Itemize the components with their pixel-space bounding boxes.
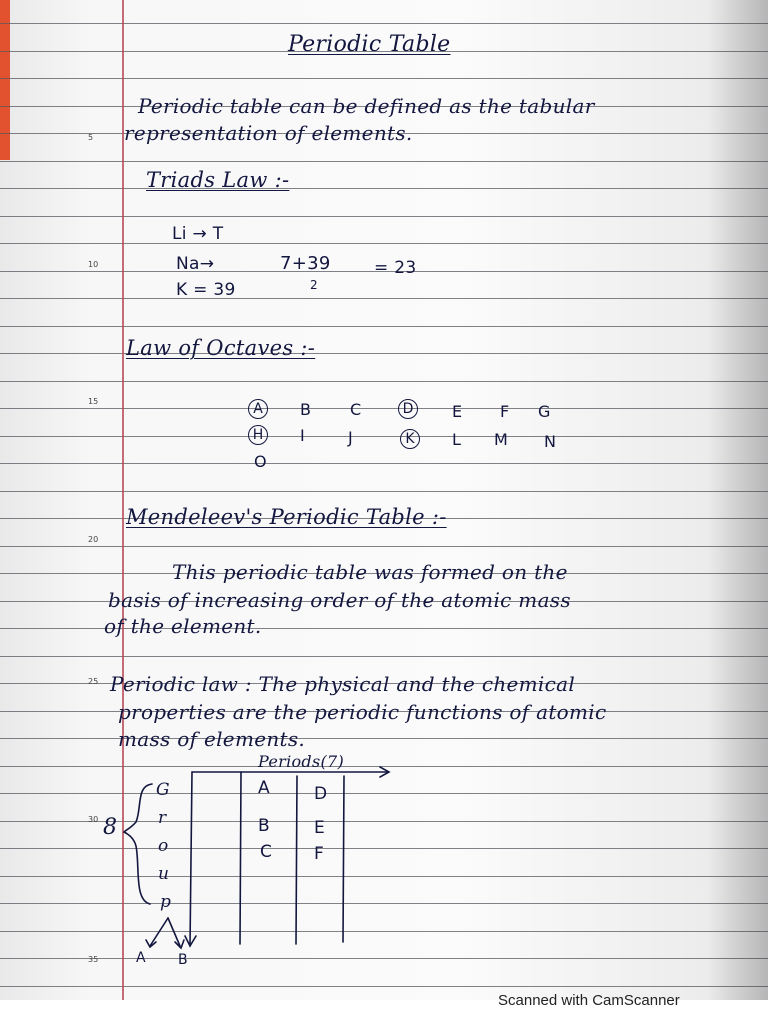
triads-fraction-numerator: 7+39 — [280, 253, 331, 274]
arrow-label-left: A — [136, 950, 146, 966]
line-number: 20 — [88, 535, 99, 544]
octave-note: E — [452, 402, 463, 421]
definition-line-1: Periodic table can be defined as the tabular — [138, 94, 595, 118]
line-number: 30 — [88, 815, 99, 824]
group-letter: p — [160, 892, 172, 912]
group-count: 8 — [103, 815, 118, 840]
periodic-law-line-3: mass of elements. — [118, 727, 306, 751]
table-cell: B — [258, 816, 270, 836]
octave-note-circled: D — [398, 398, 418, 419]
mendeleev-line-1: This periodic table was formed on the — [172, 560, 568, 584]
octave-note: L — [452, 430, 461, 449]
periodic-law-line-1: Periodic law : The physical and the chemical — [110, 672, 576, 696]
octave-note: F — [500, 402, 510, 421]
octave-note: O — [254, 452, 267, 471]
octave-note: G — [538, 402, 551, 421]
triads-fraction-denominator: 2 — [310, 278, 318, 292]
group-letter: u — [158, 864, 170, 884]
octave-note: M — [494, 430, 508, 449]
mendeleev-line-3: of the element. — [104, 614, 262, 638]
periods-label: Periods(7) — [258, 752, 345, 771]
table-cell: C — [260, 842, 273, 862]
octave-note: C — [350, 400, 362, 419]
mendeleev-heading: Mendeleev's Periodic Table :- — [126, 505, 447, 529]
periodic-law-line-2: properties are the periodic functions of atomic — [118, 700, 607, 724]
line-number: 15 — [88, 397, 99, 406]
scanner-watermark: Scanned with CamScanner — [498, 992, 680, 1009]
line-number: 5 — [88, 133, 94, 142]
octave-note-circled: H — [248, 424, 268, 445]
mendeleev-line-2: basis of increasing order of the atomic mass — [108, 588, 571, 612]
octave-note: J — [348, 428, 353, 447]
triads-heading: Triads Law :- — [146, 168, 290, 192]
octave-note-circled: K — [400, 428, 420, 449]
line-number: 10 — [88, 260, 99, 269]
triads-row-2-left: Na→ — [176, 254, 215, 274]
table-cell: D — [314, 784, 328, 804]
octave-note: N — [544, 432, 556, 451]
octaves-heading: Law of Octaves :- — [126, 336, 316, 360]
page-title: Periodic Table — [288, 32, 451, 57]
group-letter: o — [158, 836, 169, 856]
triads-row-3: K = 39 — [176, 280, 236, 300]
triads-row-1: Li → T — [172, 224, 224, 244]
octave-note: I — [300, 426, 305, 445]
octave-note: B — [300, 400, 311, 419]
table-cell: F — [314, 844, 325, 864]
arrow-label-right: B — [178, 952, 188, 968]
definition-line-2: representation of elements. — [124, 121, 413, 145]
group-letter: r — [158, 808, 167, 828]
table-cell: A — [258, 778, 270, 798]
octave-note-circled: A — [248, 398, 268, 419]
line-number: 25 — [88, 677, 99, 686]
table-cell: E — [314, 818, 326, 838]
group-letter: G — [156, 780, 170, 800]
triads-result: = 23 — [374, 258, 417, 278]
line-number: 35 — [88, 955, 99, 964]
